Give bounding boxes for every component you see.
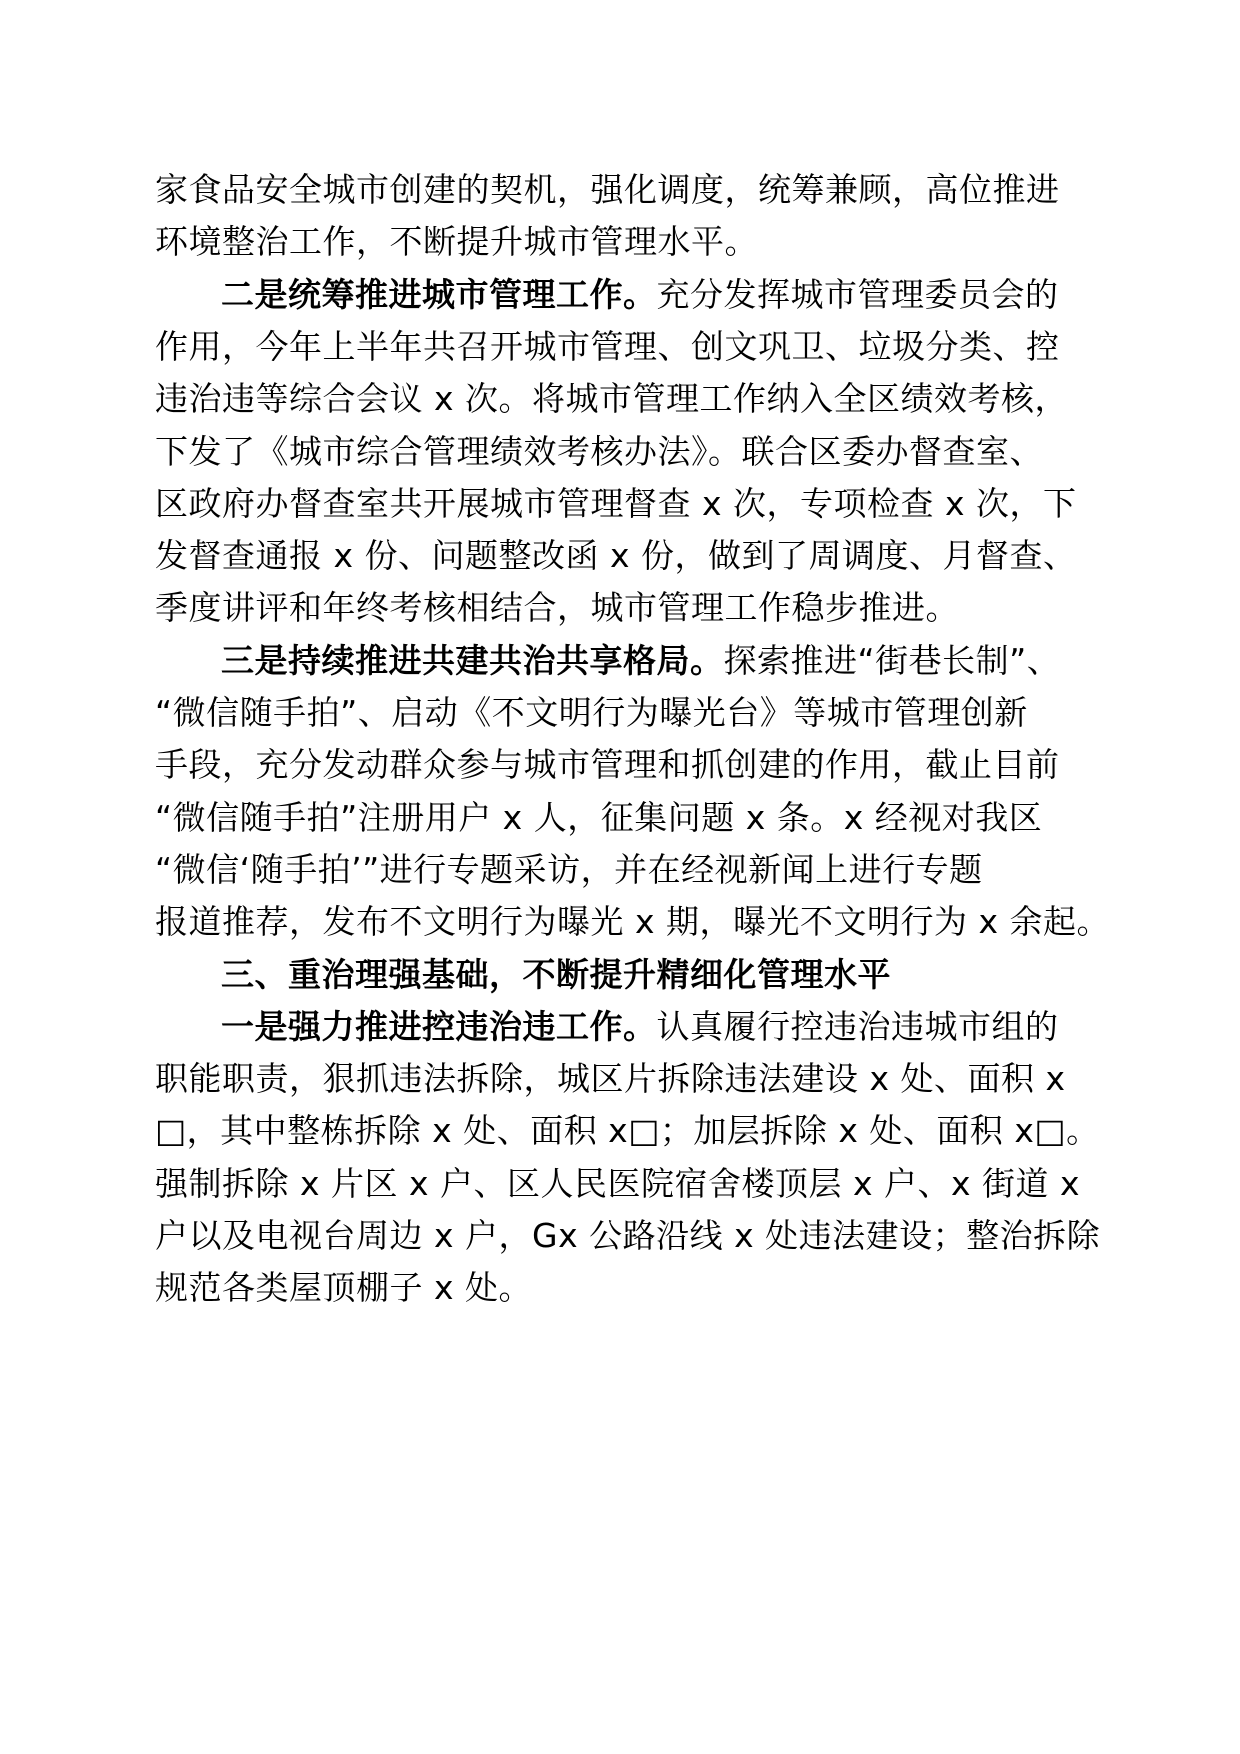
text-line [155, 736, 1095, 794]
body-text: 发督查通报 x 份、问题整改函 x 份，做到了周调度、月督查、 [155, 536, 1077, 575]
text-line [155, 213, 1095, 271]
body-text: 违治违等综合会议 x 次。将城市管理工作纳入全区绩效考核， [155, 379, 1069, 418]
bold-lead-text: 二是统筹推进城市管理工作。 [221, 275, 657, 314]
text-line [155, 527, 1095, 585]
text-line [155, 1102, 1100, 1160]
text-line [155, 1259, 1095, 1317]
bold-lead-text: 三、重治理强基础，不断提升精细化管理水平 [221, 955, 891, 994]
body-text: 认真履行控违治违城市组的 [656, 1007, 1059, 1046]
paragraph-heading-line [155, 946, 1161, 1004]
paragraph-heading-line [155, 998, 1161, 1056]
text-line [155, 841, 1095, 899]
body-text: 报道推荐，发布不文明行为曝光 x 期，曝光不文明行为 x 余起。 [155, 902, 1111, 941]
body-text: 规范各类屋顶棚子 x 处。 [155, 1268, 533, 1307]
text-line [155, 893, 1111, 951]
bold-lead-text: 一是强力推进控违治违工作。 [221, 1007, 657, 1046]
body-text: 下发了《城市综合管理绩效考核办法》。联合区委办督查室、 [155, 432, 1043, 471]
paragraph-heading-line [155, 266, 1161, 324]
text-line [155, 579, 1095, 637]
body-text: 家食品安全城市创建的契机，强化调度，统筹兼顾，高位推进 [155, 170, 1060, 209]
text-line [155, 789, 1095, 847]
body-text: 区政府办督查室共开展城市管理督查 x 次，专项检查 x 次，下 [155, 484, 1077, 523]
body-text: 充分发挥城市管理委员会的 [656, 275, 1059, 314]
body-text: “微信‘随手拍’”进行专题采访，并在经视新闻上进行专题 [155, 850, 983, 889]
body-text: 作用，今年上半年共召开城市管理、创文巩卫、垃圾分类、控 [155, 327, 1060, 366]
body-text: 季度讲评和年终考核相结合，城市管理工作稳步推进。 [155, 588, 959, 627]
body-text: 环境整治工作，不断提升城市管理水平。 [155, 222, 758, 261]
bold-lead-text: 三是持续推进共建共治共享格局。 [221, 641, 724, 680]
paragraph-heading-line [155, 632, 1161, 690]
body-text: 手段，充分发动群众参与城市管理和抓创建的作用，截止目前 [155, 745, 1060, 784]
text-line [155, 370, 1095, 428]
text-line [155, 684, 1095, 742]
text-line [155, 161, 1095, 219]
text-line [155, 318, 1095, 376]
body-text: 探索推进“街巷长制”、 [723, 641, 1061, 680]
body-text: “微信随手拍”、启动《不文明行为曝光台》等城市管理创新 [155, 693, 1028, 732]
body-text: 强制拆除 x 片区 x 户、区人民医院宿舍楼顶层 x 户、x 街道 x [155, 1164, 1081, 1203]
text-line [155, 423, 1095, 481]
body-text: 职能职责，狠抓违法拆除，城区片拆除违法建设 x 处、面积 x [155, 1059, 1066, 1098]
text-line [155, 1050, 1095, 1108]
body-text: 户以及电视台周边 x 户，Gx 公路沿线 x 处违法建设；整治拆除 [155, 1216, 1101, 1255]
body-text: □，其中整栋拆除 x 处、面积 x□；加层拆除 x 处、面积 x□。 [155, 1111, 1100, 1150]
text-line [155, 475, 1095, 533]
text-line [155, 1207, 1101, 1265]
body-text: “微信随手拍”注册用户 x 人，征集问题 x 条。x 经视对我区 [155, 798, 1043, 837]
text-line [155, 1155, 1095, 1213]
